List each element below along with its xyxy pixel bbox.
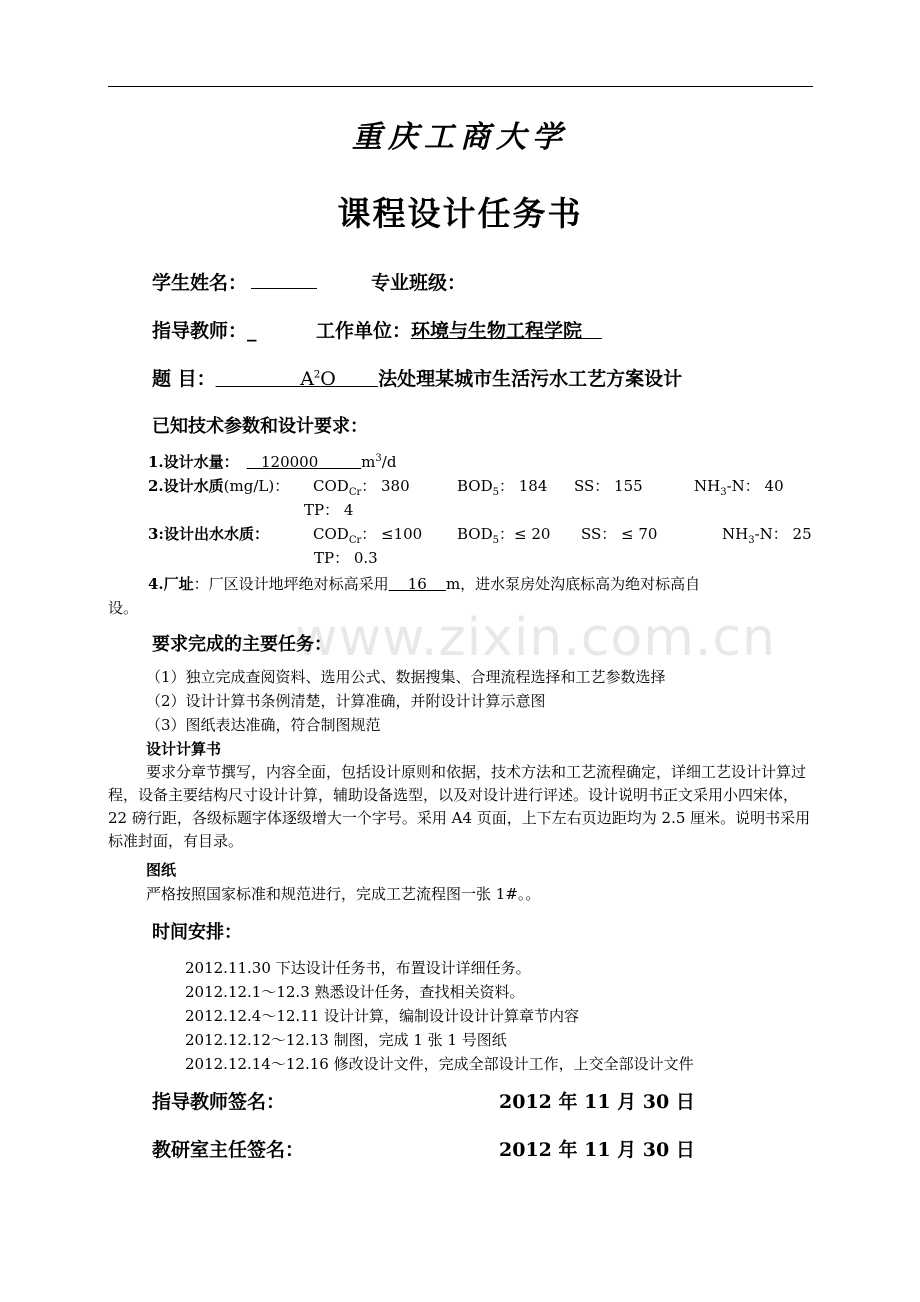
teacher-label: 指导教师： <box>152 320 248 342</box>
top-rule <box>108 86 813 87</box>
topic-label: 题 目： <box>152 368 216 390</box>
unit-label: 工作单位： <box>316 320 412 342</box>
teacher-sign-date: 2012 年 11 月 30 日 <box>499 1091 695 1113</box>
param-item-4: 4.厂址：厂区设计地坪绝对标高采用 16 m，进水泵房处沟底标高为绝对标高自 <box>148 575 701 593</box>
param-item-2-ss: SS： 155 <box>574 477 643 495</box>
topic-row <box>152 364 682 391</box>
schedule-heading: 时间安排： <box>152 922 242 943</box>
param-item-3-label: 3:设计出水水质： <box>148 525 269 543</box>
param-item-3-nh: $NH_3-N$： 25 <box>722 525 812 546</box>
teacher-sign-label: 指导教师签名： <box>152 1091 286 1113</box>
param-item-2-tp: TP： 4 <box>304 501 354 519</box>
schedule-item: 2012.12.1～12.3 熟悉设计任务，查找相关资料。 <box>185 983 525 1001</box>
param-item-3-cod: $COD_{Cr}$： ≤100 <box>313 525 423 546</box>
param-item-3-ss: SS： ≤ 70 <box>581 525 658 543</box>
param-item-4-cont: 设。 <box>108 599 139 617</box>
director-sign-date: 2012 年 11 月 30 日 <box>499 1139 695 1161</box>
schedule-item: 2012.12.4～12.11 设计计算，编制设计设计计算章节内容 <box>185 1007 580 1025</box>
param-item-2-cod: $COD_{Cr}$： 380 <box>313 477 410 498</box>
param-item-2-label: 2.设计水质(mg/L)： <box>148 477 290 495</box>
task-item: （2）设计计算书条例清楚，计算准确，并附设计计算示意图 <box>146 692 546 710</box>
university-name: 重庆工商大学 <box>352 120 568 155</box>
param-item-3-bod: $BOD_5$：≤ 20 <box>457 525 551 546</box>
student-blank <box>251 288 317 289</box>
teacher-row <box>152 316 257 343</box>
student-row <box>152 268 317 295</box>
class-label: 专业班级： <box>371 272 467 294</box>
param-item-2-nh: $NH_3-N$： 40 <box>694 477 784 498</box>
drawing-heading: 图纸 <box>146 861 177 879</box>
unit-row <box>316 316 602 343</box>
task-item: （3）图纸表达准确，符合制图规范 <box>146 716 381 734</box>
task-item: （1）独立完成查阅资料、选用公式、数据搜集、合理流程选择和工艺参数选择 <box>146 668 666 686</box>
schedule-item: 2012.12.14～12.16 修改设计文件，完成全部设计工作，上交全部设计文件 <box>185 1055 694 1073</box>
param-item-1: 1.设计水量： 120000 $m^3/d$ <box>148 453 397 471</box>
director-sign-label: 教研室主任签名： <box>152 1139 305 1161</box>
param-item-3-tp: TP： 0.3 <box>314 549 378 567</box>
calc-heading: 设计计算书 <box>146 740 222 758</box>
drawing-text: 严格按照国家标准和规范进行，完成工艺流程图一张 1#。。 <box>146 885 541 903</box>
unit-value: 环境与生物工程学院 <box>411 320 583 342</box>
param-item-2-bod: $BOD_5$： 184 <box>457 477 548 498</box>
calc-text: 要求分章节撰写，内容全面，包括设计原则和依据，技术方法和工艺流程确定，详细工艺设计计算过程，设备主要结构尺寸设计计算，辅助设备选型，以及对设计进行评述。设计说明书正文采用小四宋体，22 磅行距，各级标题字体逐级增大一个字号。采用 A4 页面，上下左右页边距均为 2.5 厘米。说明书采用标准封面，有目录。 <box>108 763 811 850</box>
topic-process: $A^2O$ <box>300 368 336 390</box>
schedule-item: 2012.12.12～12.13 制图，完成 1 张 1 号图纸 <box>185 1031 507 1049</box>
student-label: 学生姓名： <box>152 272 248 294</box>
watermark: www.zixin.com.cn <box>295 608 776 668</box>
tasks-heading: 要求完成的主要任务： <box>152 634 332 655</box>
document-title: 课程设计任务书 <box>337 194 583 233</box>
schedule-item: 2012.11.30 下达设计任务书，布置设计详细任务。 <box>185 959 531 977</box>
teacher-blank: _ <box>247 320 257 342</box>
params-heading: 已知技术参数和设计要求： <box>152 416 368 437</box>
topic-rest: 法处理某城市生活污水工艺方案设计 <box>378 368 683 390</box>
